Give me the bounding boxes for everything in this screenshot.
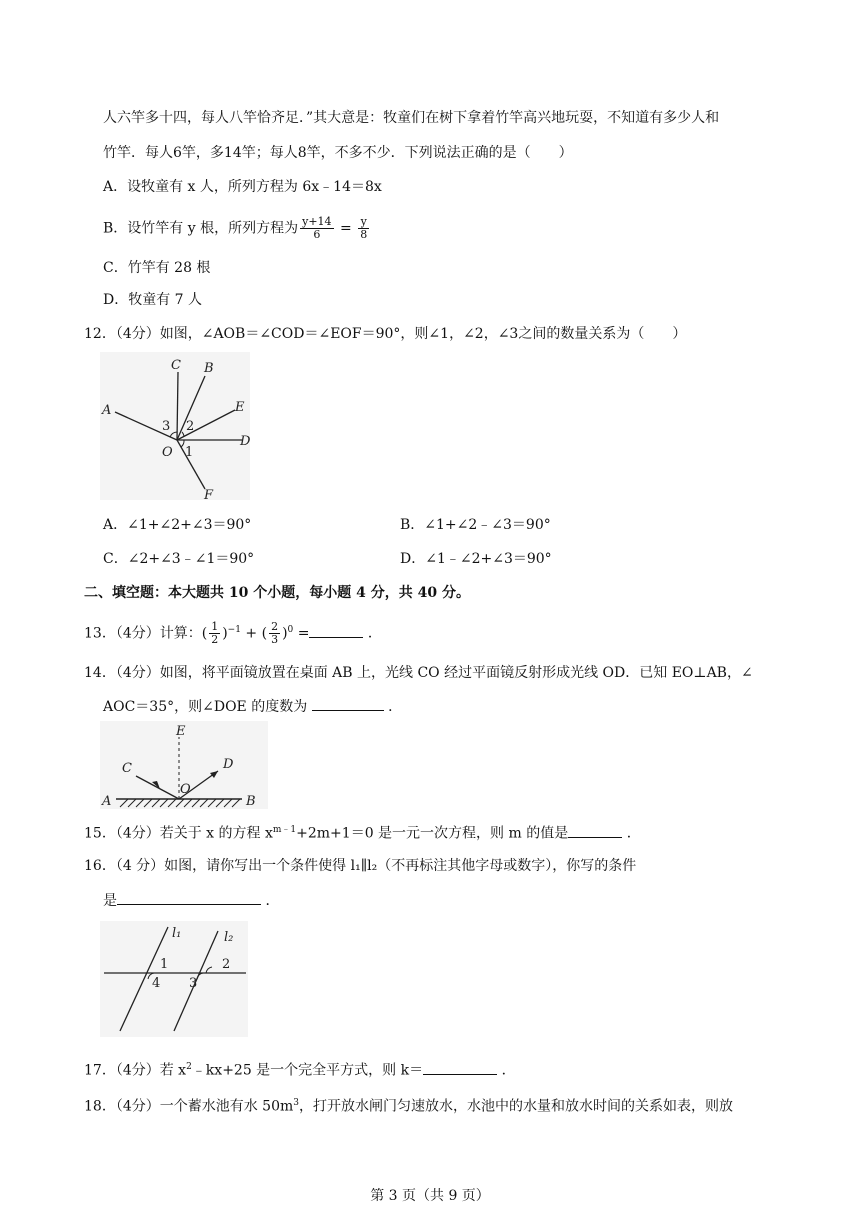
page-footer: 第 3 页（共 9 页） xyxy=(370,1188,490,1204)
q17-suffix: ． xyxy=(501,1062,516,1079)
denominator: 8 xyxy=(360,228,368,241)
q12-option-a: A．∠1+∠2+∠3＝90° xyxy=(103,517,252,533)
fraction xyxy=(209,621,220,646)
q17-prefix: 17．（4分）若 x xyxy=(84,1062,187,1079)
q15-suffix: ． xyxy=(626,825,641,842)
exponent: m﹣1 xyxy=(272,825,297,835)
angle-4-label: 4 xyxy=(152,976,161,991)
q18-rest: ，打开放水闸门匀速放水，水池中的水量和放水时间的关系如表，则放 xyxy=(299,1098,733,1115)
exponent: 2 xyxy=(186,1062,192,1072)
label-a: A xyxy=(102,403,112,418)
q14-line1: 14．（4分）如图，将平面镜放置在桌面 AB 上，光线 CO 经过平面镜反射形成光线 OD．已知 EO⊥AB，∠ xyxy=(84,665,753,681)
fraction xyxy=(358,216,369,241)
label-c: C xyxy=(171,358,181,373)
label-o: O xyxy=(180,782,191,797)
q14-line2-text: AOC＝35°，则∠DOE 的度数为 xyxy=(103,699,308,715)
exponent: −1 xyxy=(227,625,241,635)
q14-line2 xyxy=(103,696,402,717)
denominator: 2 xyxy=(211,633,219,647)
angle-1-label: 1 xyxy=(185,445,194,460)
q12-stem: 12．（4分）如图，∠AOB＝∠COD＝∠EOF＝90°，则∠1，∠2，∠3之间的数量关系为（ ） xyxy=(84,326,687,342)
label-b: B xyxy=(246,794,256,809)
angle-2-label: 2 xyxy=(222,957,231,972)
q11-line2: 竹竿．每人6竿，多14竿；每人8竿，不多不少．下列说法正确的是（ ） xyxy=(103,145,573,161)
q13-suffix: ． xyxy=(367,625,382,642)
q12-option-c: C．∠2+∠3﹣∠1＝90° xyxy=(103,551,255,567)
q16-line2 xyxy=(103,890,279,911)
label-c: C xyxy=(122,761,132,776)
q11-option-d: D．牧童有 7 人 xyxy=(103,292,203,308)
label-d: D xyxy=(240,434,251,449)
q18 xyxy=(84,1093,733,1117)
denominator: 3 xyxy=(271,633,279,647)
q17-rest: ﹣kx+25 是一个完全平方式，则 k＝ xyxy=(191,1062,424,1079)
angle-2-label: 2 xyxy=(186,419,195,434)
q16-parallel-figure xyxy=(100,921,250,1039)
q11-option-c: C．竹竿有 28 根 xyxy=(103,260,211,276)
label-d: D xyxy=(223,757,234,772)
q14-suffix: ． xyxy=(388,699,403,715)
fraction xyxy=(300,216,333,241)
label-b: B xyxy=(204,361,214,376)
q16-suffix: ． xyxy=(265,893,280,909)
label-a: A xyxy=(102,794,112,809)
answer-blank[interactable] xyxy=(423,1060,497,1075)
answer-blank[interactable] xyxy=(117,890,261,905)
angle-1-label: 1 xyxy=(160,957,169,972)
q14-mirror-figure xyxy=(100,721,270,811)
exponent: 0 xyxy=(287,625,294,635)
q17 xyxy=(84,1057,516,1081)
plus-sign: + xyxy=(240,625,262,642)
numerator: 1 xyxy=(211,620,219,634)
label-l2: l₂ xyxy=(224,930,234,945)
equals-sign: = xyxy=(340,220,352,237)
numerator: y xyxy=(358,216,369,229)
angle-3-label: 3 xyxy=(162,419,171,434)
q11-option-b-text: B．设竹竿有 y 根，所列方程为 xyxy=(103,220,299,237)
numerator: y+14 xyxy=(302,215,332,228)
q16-line2-text: 是 xyxy=(103,893,117,909)
label-o: O xyxy=(162,445,173,460)
q13-prefix: 13．（4分）计算： xyxy=(84,625,202,642)
q18-prefix: 18．（4分）一个蓄水池有水 50m xyxy=(84,1098,294,1115)
q15-prefix: 15．（4分）若关于 x 的方程 x xyxy=(84,825,273,842)
q11-line1: 人六竿多十四，每人八竿恰齐足．”其大意是：牧童们在树下拿着竹竿高兴地玩耍，不知道有多少人和 xyxy=(103,110,720,126)
label-e: E xyxy=(235,400,245,415)
label-l1: l₁ xyxy=(172,926,182,941)
angle-3-label: 3 xyxy=(189,976,198,991)
q13: 13．（4分）计算：( $\frac{1}{2}$ )$^{-1}$ + ( $\frac{2}{3}$ )$^0$ = ． xyxy=(84,620,382,647)
fraction xyxy=(269,621,280,646)
q16-line1: 16．（4 分）如图，请你写出一个条件使得 l₁∥l₂（不再标注其他字母或数字），你写的条件 xyxy=(84,858,637,874)
q12-angle-figure xyxy=(100,352,255,502)
q12-option-b: B．∠1+∠2﹣∠3＝90° xyxy=(400,517,551,533)
q12-option-d: D．∠1﹣∠2+∠3＝90° xyxy=(400,551,552,567)
numerator: 2 xyxy=(271,620,279,634)
answer-blank[interactable] xyxy=(312,696,384,711)
q11-option-b xyxy=(103,216,371,241)
answer-blank[interactable] xyxy=(309,623,363,638)
label-f: F xyxy=(204,488,214,502)
section-heading: 二、填空题：本大题共 10 个小题，每小题 4 分，共 40 分。 xyxy=(84,585,470,601)
exponent: 3 xyxy=(293,1098,299,1108)
answer-blank[interactable] xyxy=(568,823,622,838)
q11-option-a: A．设牧童有 x 人，所列方程为 6x﹣14＝8x xyxy=(103,179,382,195)
q15 xyxy=(84,820,641,844)
denominator: 6 xyxy=(313,228,321,241)
equals-sign: = xyxy=(293,625,310,642)
q15-rest: +2m+1＝0 是一元一次方程，则 m 的值是 xyxy=(296,825,569,842)
label-e: E xyxy=(176,724,186,739)
